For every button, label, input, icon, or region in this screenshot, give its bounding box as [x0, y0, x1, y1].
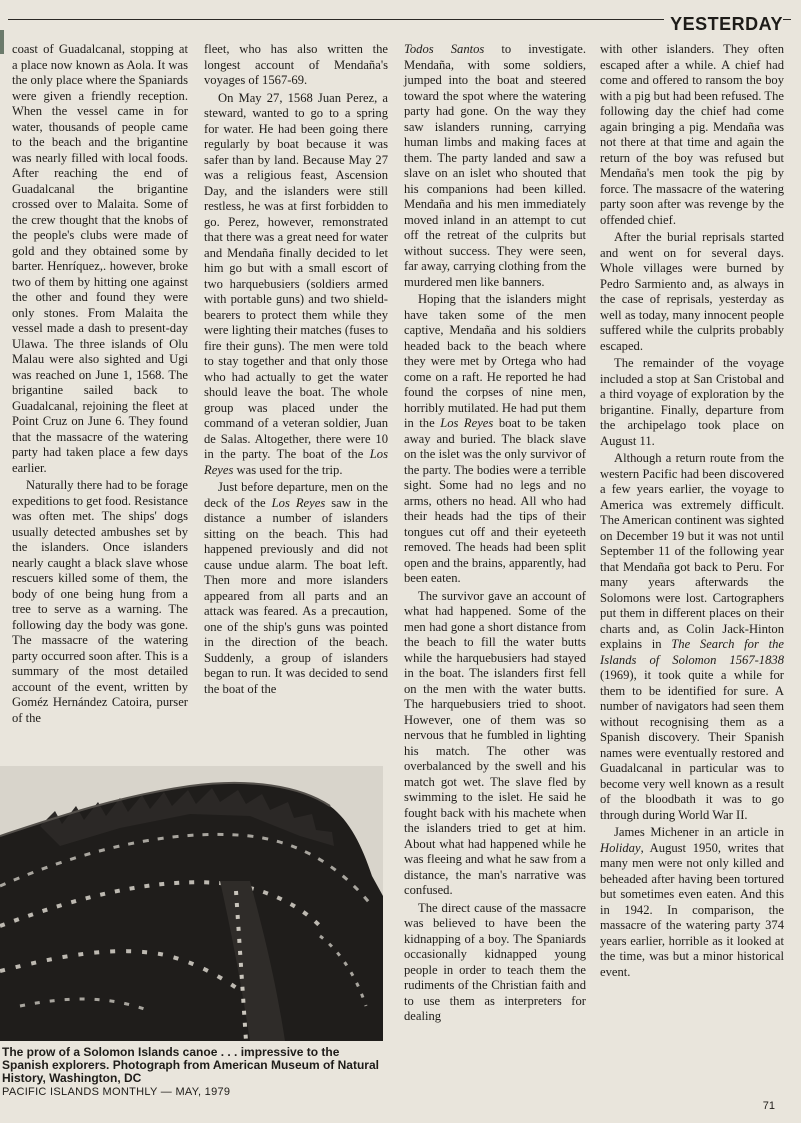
column-4	[600, 42, 784, 980]
paragraph: Naturally there had to be forage expeditions to get food. Resistance was often met. The ships' dogs usually detected ambushes set by the islanders. Once islanders nearly caught a black slave whose rescuers killed some of them, the body of one being hung from a tree to serve as a warning. The following day the body was gone. The massacre of the watering party occurred soon after. This is a summary of the most detailed account of the event, written by Goméz Hernández Catoira, purser of the	[12, 478, 188, 725]
ship-name: Todos Santos	[404, 42, 485, 56]
canoe-prow-photo	[0, 766, 383, 1041]
paragraph: James Michener in an article in Holiday, August 1950, writes that many men were not only killed and beheaded after having been tortured but sometimes even eaten. And this in 1942. In comparison, the massacre of the watering party 374 years earlier, horrible as it looked at the time, was but a minor historical event.	[600, 825, 784, 979]
ship-name: Los Reyes	[271, 495, 326, 510]
paragraph: Just before departure, men on the deck of the Los Reyes saw in the distance a number of islanders sitting on the beach. This had happened previously and did not cause undue alarm. The boat left. Then more and more islanders appeared from all parts and an attack was feared. As a precaution, one of the ship's guns was pointed in the direction of the beach. Suddenly, a group of islanders began to run. It was decided to send the boat of the	[204, 480, 388, 696]
paragraph: Hoping that the islanders might have taken some of the men captive, Mendaña and his soldiers headed back to the beach where they were met by Ortega who had come on a raft. He reported he had found the corpses of nine men, horribly mutilated. He had put them in the Los Reyes boat to be taken away and buried. The black slave on the islet was the only survivor of the party. The bodies were a terrible sight. Some had no legs and no arms, others no head. All who had their heads had the tips of their tongues cut off and their eyeteeth removed. The heads had been split open and the brains, apparently, had been eaten.	[404, 292, 586, 585]
publication-footer: PACIFIC ISLANDS MONTHLY — MAY, 1979	[2, 1086, 231, 1098]
paragraph: coast of Guadalcanal, stopping at a place now known as Aola. It was the only place where the Spaniards were given a friendly reception. When the vessel came in for water, thousands of people came to the beach and the brigantine was nearly filled with local foods. After reaching the end of Guadalcanal the brigantine crossed over to Malaita. Some of the crew thought that the knobs of the people's clubs were made of gold and they obtained some by barter. Henríquez,. however, broke two of them by hitting one against the other and found they were only stones. From Malaita the vessel made a dash to present-day Ulawa. The three islands of Olu Malau were also sighted and Ugi was reached on June 1, 1568. The brigantine sailed back to Guadalcanal, rejoining the fleet at Point Cruz on June 6. They found that the massacre of the watering party had taken place a few days earlier.	[12, 42, 188, 475]
page-edge-mark	[0, 30, 4, 54]
column-2	[204, 42, 388, 697]
paragraph: After the burial reprisals started and went on for several days. Whole villages were burned by Pedro Sarmiento and, as always in the case of reprisals, yesterday as well as today, many innocent people suffered while the culprits probably escaped.	[600, 230, 784, 353]
magazine-title: Holiday	[600, 840, 641, 855]
section-title: YESTERDAY	[664, 14, 783, 35]
page-number: 71	[762, 1100, 775, 1112]
paragraph: with other islanders. They often escaped after a while. A chief had come and offered to ransom the boy with a pig but had been refused. The following day the chief had come again bringing a pig. Mendaña was not there at that time and again the return of the boy was refused but Mendaña's men took the pig by force. The massacre of the watering party soon after was revenge by the offended chief.	[600, 42, 784, 227]
paragraph: The survivor gave an account of what had happened. Some of the men had gone a short distance from the beach to fill the water butts while the harquebusiers had stayed in the boat. The islanders first fell on the men with the water butts. The harquebusiers tried to shoot. However, one of them was so nervous that he fumbled in lighting his match. The other was overbalanced by the swell and his match got wet. The slave fled by swimming to the islet. He said he fought back with his machete when the islanders tried to get at him. About what had happened while he was fleeing and what he saw from a distance, the man's narrative was confused.	[404, 588, 586, 897]
column-1	[12, 42, 188, 726]
paragraph: fleet, who has also written the longest account of Mendaña's voyages of 1567-69.	[204, 42, 388, 87]
photo-caption: The prow of a Solomon Islands canoe . . . impressive to the Spanish explorers. Photograph from American Museum of Natural History, Washington, DC	[2, 1045, 379, 1085]
paragraph: Todos Santos to investigate. Mendaña, with some soldiers, jumped into the boat and steered toward the spot where the watering party had gone. On the way they saw islanders running, carrying human limbs and making faces at them. The party landed and saw a slave on an islet who shouted that his companions had been killed. Mendaña and his men immediately moved inland in an attempt to cut off the retreat of the culprits but without success. They were seen, far away, carrying clothing from the murdered men like banners.	[404, 42, 586, 289]
paragraph: The remainder of the voyage included a stop at San Cristobal and a third voyage of exploration by the brigantine. Finally, departure from the archipelago took place on August 11.	[600, 356, 784, 448]
paragraph: The direct cause of the massacre was believed to have been the kidnapping of a boy. The Spaniards occasionally kidnapped young people in order to teach them the rudiments of the Christian faith and to use them as interpreters for dealing	[404, 900, 586, 1023]
ship-name: Los Reyes	[440, 416, 494, 430]
book-title: The Search for the Islands of Solomon 1567-1838	[600, 637, 784, 667]
paragraph: Although a return route from the western Pacific had been discovered a few years earlier, the voyage to America was extremely difficult. The American continent was sighted on December 19 but it was not until September 11 of the following year that Mendaña got back to Peru. For many years afterwards the Solomons were lost. Cartographers put them in different places on their charts and, as Colin Jack-Hinton explains in The Search for the Islands of Solomon 1567-1838 (1969), it took quite a while for them to be identified for sure. A number of navigators had seen them without recognising them as a Spanish discovery. Their Spanish names were eventually restored and Guadalcanal in particular was to become very well known as a result of the bloodbath it was to go through during World War II.	[600, 451, 784, 822]
paragraph: On May 27, 1568 Juan Perez, a steward, wanted to go to a spring for water. He had been going there regularly by boat because it was safer than by land. Because May 27 was a religious feast, Ascension Day, and the islanders were still restless, he was at first forbidden to go. Perez, however, remonstrated that there was a great need for water and Mendaña finally decided to let him go but with a small escort of two harquebusiers (soldiers armed with portable guns) and two shield-bearers to protect them while they were lighting their matches (fuses to fire their guns). The men were told to stay together and that only those who had actually to get the water should leave the boat. The whole group was placed under the command of a veteran soldier, Juan de Salas. Altogether, there were 10 in the party. The boat of the Los Reyes was used for the trip.	[204, 90, 388, 477]
ship-name: Los Reyes	[204, 447, 388, 477]
column-3	[404, 42, 586, 1025]
